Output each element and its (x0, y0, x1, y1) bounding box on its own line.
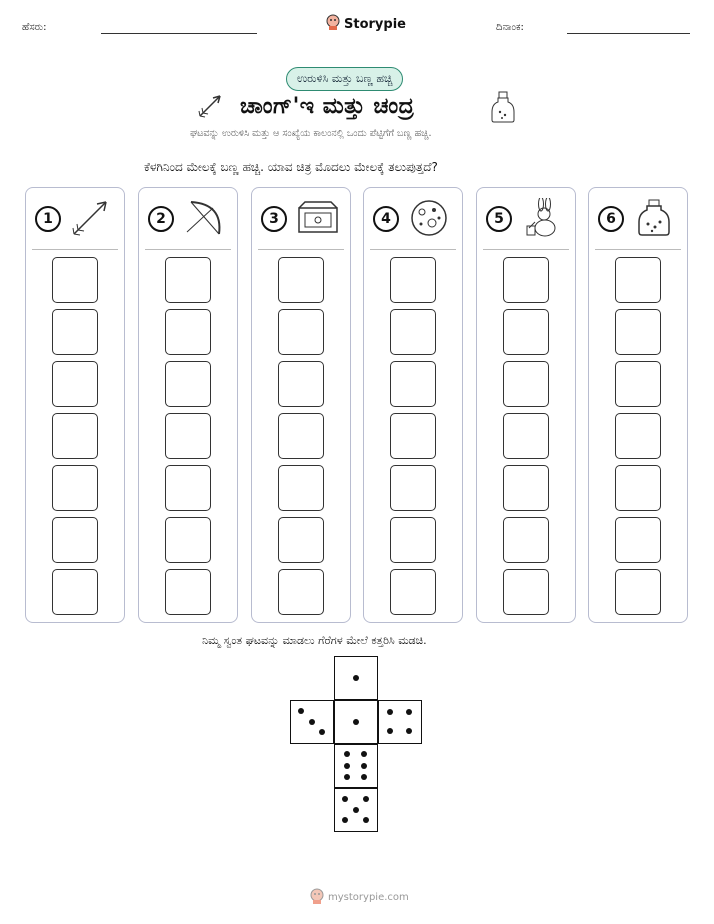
column-number: 6 (598, 206, 624, 232)
die-pip (361, 774, 367, 780)
color-box[interactable] (503, 361, 549, 407)
column-1 (25, 187, 125, 623)
footer-url[interactable]: mystorypie.com (328, 892, 409, 903)
storypie-mascot-icon (326, 14, 340, 34)
column-5 (476, 187, 576, 623)
color-box[interactable] (52, 465, 98, 511)
die-pip (361, 751, 367, 757)
die-pip (298, 708, 304, 714)
die-pip (363, 796, 369, 802)
activity-badge: ಉರುಳಿಸಿ ಮತ್ತು ಬಣ್ಣ ಹಚ್ಚಿ (286, 67, 403, 91)
color-box[interactable] (503, 465, 549, 511)
die-face-4 (378, 700, 422, 744)
name-label: ಹೆಸರು: (22, 22, 47, 33)
color-box[interactable] (390, 361, 436, 407)
die-pip (344, 763, 350, 769)
column-3 (251, 187, 351, 623)
column-number: 3 (261, 206, 287, 232)
column-divider (483, 249, 569, 250)
die-face-1 (334, 700, 378, 744)
color-box[interactable] (503, 517, 549, 563)
color-box[interactable] (52, 569, 98, 615)
color-box[interactable] (503, 257, 549, 303)
color-box[interactable] (52, 413, 98, 459)
column-number: 2 (148, 206, 174, 232)
column-number: 5 (486, 206, 512, 232)
die-pip (387, 709, 393, 715)
color-box[interactable] (278, 569, 324, 615)
color-box[interactable] (390, 465, 436, 511)
arrow-icon (70, 198, 112, 238)
column-divider (258, 249, 344, 250)
column-number: 4 (373, 206, 399, 232)
color-box[interactable] (52, 517, 98, 563)
brand-name: Storypie (344, 16, 406, 32)
die-pip (353, 807, 359, 813)
die-pip (406, 728, 412, 734)
color-box[interactable] (503, 309, 549, 355)
chest-icon (296, 198, 338, 238)
color-box[interactable] (165, 413, 211, 459)
color-box[interactable] (278, 465, 324, 511)
die-pip (344, 774, 350, 780)
die-face-6 (334, 744, 378, 788)
color-box[interactable] (165, 569, 211, 615)
color-box[interactable] (503, 413, 549, 459)
potion-bottle-icon (633, 198, 675, 238)
column-4 (363, 187, 463, 623)
die-pip (342, 796, 348, 802)
color-box[interactable] (165, 309, 211, 355)
die-face-5 (334, 788, 378, 832)
color-box[interactable] (615, 309, 661, 355)
color-box[interactable] (278, 257, 324, 303)
color-box[interactable] (390, 413, 436, 459)
column-divider (595, 249, 681, 250)
color-box[interactable] (615, 413, 661, 459)
name-line[interactable] (101, 33, 257, 34)
die-face-1 (334, 656, 378, 700)
die-pip (387, 728, 393, 734)
die-pip (344, 751, 350, 757)
die-pip (319, 729, 325, 735)
column-divider (32, 249, 118, 250)
title-potion-icon (490, 90, 516, 128)
color-box[interactable] (52, 257, 98, 303)
moon-icon (408, 198, 450, 238)
die-pip (361, 763, 367, 769)
date-label: ದಿನಾಂಕ: (496, 22, 524, 33)
cutout-instruction: ನಿಮ್ಮ ಸ್ವಂತ ಘಟವನ್ನು ಮಾಡಲು ಗೆರೆಗಳ ಮೇಲೆ ಕತ್ತರಿಸಿ ಮಡಚಿ. (202, 634, 427, 647)
bow-icon (183, 198, 225, 238)
rabbit-icon (521, 198, 563, 238)
color-box[interactable] (615, 517, 661, 563)
column-divider (145, 249, 231, 250)
color-box[interactable] (615, 257, 661, 303)
page-subtitle: ಘಟವನ್ನು ಉರುಳಿಸಿ ಮತ್ತು ಆ ಸಂಖ್ಯೆಯ ಕಾಲಂನಲ್ಲಿ ಒಂದು ಪೆಟ್ಟಿಗೆಗೆ ಬಣ್ಣ ಹಚ್ಚಿ. (190, 128, 432, 139)
color-box[interactable] (390, 517, 436, 563)
die-net (290, 656, 424, 836)
color-box[interactable] (165, 517, 211, 563)
column-6 (588, 187, 688, 623)
die-pip (309, 719, 315, 725)
color-box[interactable] (278, 309, 324, 355)
die-pip (353, 719, 359, 725)
title-arrow-icon (196, 90, 226, 124)
color-box[interactable] (52, 361, 98, 407)
column-number: 1 (35, 206, 61, 232)
color-box[interactable] (390, 309, 436, 355)
die-pip (406, 709, 412, 715)
color-box[interactable] (165, 257, 211, 303)
die-face-3 (290, 700, 334, 744)
footer (310, 888, 409, 907)
color-box[interactable] (165, 465, 211, 511)
color-box[interactable] (615, 465, 661, 511)
color-box[interactable] (390, 569, 436, 615)
color-box[interactable] (615, 361, 661, 407)
color-box[interactable] (390, 257, 436, 303)
column-2 (138, 187, 238, 623)
die-pip (342, 817, 348, 823)
question-text: ಕೆಳಗಿನಿಂದ ಮೇಲಕ್ಕೆ ಬಣ್ಣ ಹಚ್ಚಿ. ಯಾವ ಚಿತ್ರ ಮೊದಲು ಮೇಲಕ್ಕೆ ತಲುಪುತ್ತದೆ? (144, 160, 438, 174)
die-pip (353, 675, 359, 681)
column-divider (370, 249, 456, 250)
die-pip (363, 817, 369, 823)
page-title: ಚಾಂಗ್'ಇ ಮತ್ತು ಚಂದ್ರ (240, 94, 415, 119)
color-box[interactable] (278, 361, 324, 407)
color-box[interactable] (615, 569, 661, 615)
color-box[interactable] (278, 517, 324, 563)
color-box[interactable] (52, 309, 98, 355)
date-line[interactable] (567, 33, 690, 34)
color-box[interactable] (503, 569, 549, 615)
storypie-logo (326, 14, 406, 34)
storypie-mascot-icon (310, 888, 324, 907)
color-box[interactable] (165, 361, 211, 407)
color-box[interactable] (278, 413, 324, 459)
